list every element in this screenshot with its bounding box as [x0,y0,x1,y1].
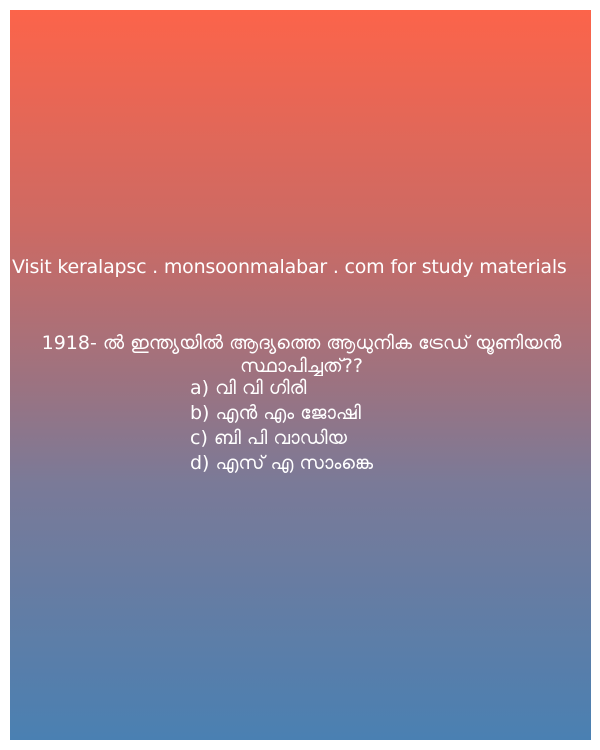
option-c: c) ബി പി വാഡിയ [190,427,347,449]
option-d: d) എസ് എ സാംങ്കെ [190,452,374,474]
option-b: b) എൻ എം ജോഷി [190,402,361,424]
promo-text: Visit keralapsc . monsoonmalabar . com for study materials [12,256,567,278]
question-text: 1918- ൽ ഇന്ത്യയിൽ ആദ്യത്തെ ആധുനിക ട്രേഡ് യൂണിയൻ സ്ഥാപിച്ചത്?? [41,332,562,377]
answer-options [190,376,570,476]
quiz-card [10,10,591,740]
option-a: a) വി വി ഗിരി [190,377,307,399]
